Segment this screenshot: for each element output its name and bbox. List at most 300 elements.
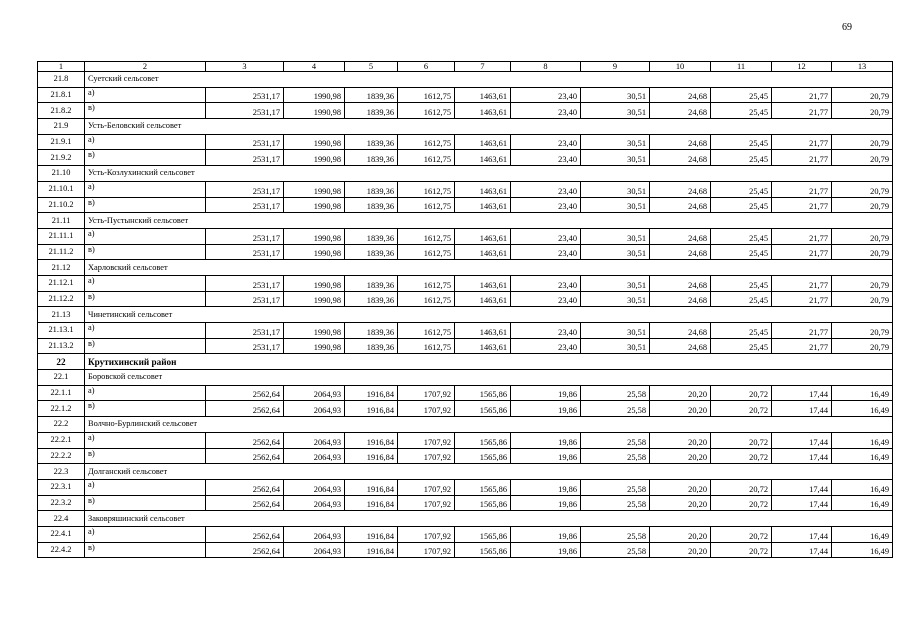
table-row — [38, 291, 893, 307]
value-cell: 1707,92 — [398, 526, 455, 542]
value-cell: 1463,61 — [455, 338, 511, 354]
value-cell: 23,40 — [511, 291, 581, 307]
row-code: 21.11.1 — [38, 228, 85, 244]
row-label: а) — [85, 323, 206, 339]
value-cell: 1839,36 — [345, 103, 398, 119]
value-cell: 1565,86 — [455, 448, 511, 464]
column-header: 3 — [206, 62, 284, 72]
value-cell: 24,68 — [650, 338, 711, 354]
row-label: в) — [85, 150, 206, 166]
column-header: 2 — [85, 62, 206, 72]
row-code: 21.11 — [38, 213, 85, 229]
table-row — [38, 181, 893, 197]
district-row — [38, 354, 893, 370]
column-header: 12 — [772, 62, 832, 72]
row-code: 21.9 — [38, 119, 85, 135]
value-cell: 25,58 — [581, 479, 650, 495]
value-cell: 19,86 — [511, 542, 581, 558]
value-cell: 24,68 — [650, 150, 711, 166]
row-code: 21.13.1 — [38, 323, 85, 339]
value-cell: 24,68 — [650, 134, 711, 150]
value-cell: 1612,75 — [398, 181, 455, 197]
value-cell: 17,44 — [772, 385, 832, 401]
value-cell: 1707,92 — [398, 432, 455, 448]
value-cell: 19,86 — [511, 448, 581, 464]
value-cell: 1990,98 — [284, 244, 345, 260]
value-cell: 21,77 — [772, 338, 832, 354]
column-header: 13 — [832, 62, 893, 72]
value-cell: 2064,93 — [284, 479, 345, 495]
value-cell: 24,68 — [650, 103, 711, 119]
value-cell: 25,45 — [711, 150, 772, 166]
row-code: 21.9.1 — [38, 134, 85, 150]
value-cell: 17,44 — [772, 526, 832, 542]
column-header: 9 — [581, 62, 650, 72]
value-cell: 24,68 — [650, 197, 711, 213]
table-row — [38, 542, 893, 558]
row-code: 21.8.1 — [38, 87, 85, 103]
value-cell: 1916,84 — [345, 385, 398, 401]
value-cell: 25,45 — [711, 228, 772, 244]
row-code: 21.12.2 — [38, 291, 85, 307]
value-cell: 1916,84 — [345, 401, 398, 417]
value-cell: 23,40 — [511, 103, 581, 119]
table-row — [38, 448, 893, 464]
value-cell: 20,79 — [832, 150, 893, 166]
row-code: 21.13.2 — [38, 338, 85, 354]
value-cell: 17,44 — [772, 448, 832, 464]
value-cell: 19,86 — [511, 385, 581, 401]
value-cell: 20,79 — [832, 87, 893, 103]
value-cell: 16,49 — [832, 448, 893, 464]
value-cell: 1916,84 — [345, 526, 398, 542]
table-row — [38, 432, 893, 448]
column-header: 8 — [511, 62, 581, 72]
value-cell: 1839,36 — [345, 197, 398, 213]
value-cell: 19,86 — [511, 479, 581, 495]
value-cell: 20,79 — [832, 103, 893, 119]
value-cell: 2531,17 — [206, 103, 284, 119]
value-cell: 20,79 — [832, 181, 893, 197]
value-cell: 20,79 — [832, 275, 893, 291]
row-code: 21.12.1 — [38, 275, 85, 291]
value-cell: 2064,93 — [284, 542, 345, 558]
value-cell: 21,77 — [772, 87, 832, 103]
section-name: Суетский сельсовет — [85, 72, 893, 88]
value-cell: 1463,61 — [455, 150, 511, 166]
value-cell: 21,77 — [772, 275, 832, 291]
value-cell: 25,58 — [581, 526, 650, 542]
value-cell: 30,51 — [581, 323, 650, 339]
value-cell: 1565,86 — [455, 495, 511, 511]
district-name: Крутихинский район — [85, 354, 893, 370]
value-cell: 1565,86 — [455, 479, 511, 495]
value-cell: 20,79 — [832, 338, 893, 354]
table-row — [38, 479, 893, 495]
value-cell: 2531,17 — [206, 275, 284, 291]
row-label: в) — [85, 542, 206, 558]
value-cell: 16,49 — [832, 542, 893, 558]
value-cell: 24,68 — [650, 181, 711, 197]
section-row — [38, 72, 893, 88]
value-cell: 17,44 — [772, 542, 832, 558]
value-cell: 1612,75 — [398, 291, 455, 307]
value-cell: 1839,36 — [345, 338, 398, 354]
row-code: 21.11.2 — [38, 244, 85, 260]
header-row — [38, 62, 893, 72]
value-cell: 20,79 — [832, 291, 893, 307]
value-cell: 1990,98 — [284, 228, 345, 244]
value-cell: 25,45 — [711, 134, 772, 150]
table-row — [38, 228, 893, 244]
row-label: в) — [85, 291, 206, 307]
value-cell: 1612,75 — [398, 323, 455, 339]
row-code: 21.9.2 — [38, 150, 85, 166]
row-label: в) — [85, 244, 206, 260]
value-cell: 25,45 — [711, 275, 772, 291]
table-row — [38, 244, 893, 260]
value-cell: 1839,36 — [345, 275, 398, 291]
section-row — [38, 417, 893, 433]
value-cell: 1839,36 — [345, 181, 398, 197]
value-cell: 20,72 — [711, 542, 772, 558]
value-cell: 2531,17 — [206, 244, 284, 260]
row-code: 22.1.1 — [38, 385, 85, 401]
value-cell: 17,44 — [772, 495, 832, 511]
value-cell: 23,40 — [511, 197, 581, 213]
value-cell: 1612,75 — [398, 275, 455, 291]
row-label: а) — [85, 275, 206, 291]
row-code: 22.3.1 — [38, 479, 85, 495]
row-label: в) — [85, 401, 206, 417]
value-cell: 20,72 — [711, 479, 772, 495]
table-row — [38, 495, 893, 511]
row-label: в) — [85, 338, 206, 354]
value-cell: 20,72 — [711, 401, 772, 417]
column-header: 7 — [455, 62, 511, 72]
table-row — [38, 134, 893, 150]
value-cell: 1839,36 — [345, 87, 398, 103]
row-code: 21.8.2 — [38, 103, 85, 119]
value-cell: 25,58 — [581, 385, 650, 401]
value-cell: 1990,98 — [284, 150, 345, 166]
value-cell: 17,44 — [772, 401, 832, 417]
value-cell: 1990,98 — [284, 134, 345, 150]
table-row — [38, 338, 893, 354]
value-cell: 20,79 — [832, 197, 893, 213]
value-cell: 30,51 — [581, 181, 650, 197]
value-cell: 16,49 — [832, 495, 893, 511]
value-cell: 23,40 — [511, 150, 581, 166]
row-code: 22.1.2 — [38, 401, 85, 417]
section-row — [38, 370, 893, 386]
row-code: 22.3.2 — [38, 495, 85, 511]
value-cell: 25,58 — [581, 401, 650, 417]
value-cell: 23,40 — [511, 228, 581, 244]
row-label: а) — [85, 228, 206, 244]
value-cell: 2531,17 — [206, 197, 284, 213]
value-cell: 23,40 — [511, 275, 581, 291]
value-cell: 1463,61 — [455, 323, 511, 339]
section-row — [38, 260, 893, 276]
value-cell: 1612,75 — [398, 87, 455, 103]
value-cell: 1565,86 — [455, 526, 511, 542]
table-row — [38, 103, 893, 119]
row-code: 22.3 — [38, 464, 85, 480]
value-cell: 30,51 — [581, 197, 650, 213]
value-cell: 2562,64 — [206, 542, 284, 558]
section-row — [38, 213, 893, 229]
section-row — [38, 166, 893, 182]
value-cell: 19,86 — [511, 432, 581, 448]
value-cell: 20,79 — [832, 323, 893, 339]
value-cell: 2064,93 — [284, 401, 345, 417]
value-cell: 1463,61 — [455, 291, 511, 307]
value-cell: 30,51 — [581, 228, 650, 244]
row-code: 21.12 — [38, 260, 85, 276]
value-cell: 23,40 — [511, 181, 581, 197]
row-label: в) — [85, 197, 206, 213]
section-name: Волчно-Бурлинский сельсовет — [85, 417, 893, 433]
value-cell: 2562,64 — [206, 448, 284, 464]
row-code: 22.1 — [38, 370, 85, 386]
value-cell: 21,77 — [772, 228, 832, 244]
value-cell: 25,58 — [581, 448, 650, 464]
value-cell: 30,51 — [581, 244, 650, 260]
row-label: а) — [85, 87, 206, 103]
row-code: 22.2.2 — [38, 448, 85, 464]
value-cell: 1707,92 — [398, 448, 455, 464]
value-cell: 23,40 — [511, 323, 581, 339]
value-cell: 16,49 — [832, 385, 893, 401]
row-code: 21.10.1 — [38, 181, 85, 197]
value-cell: 17,44 — [772, 432, 832, 448]
value-cell: 2531,17 — [206, 323, 284, 339]
value-cell: 1565,86 — [455, 542, 511, 558]
value-cell: 20,20 — [650, 448, 711, 464]
value-cell: 25,58 — [581, 495, 650, 511]
row-label: а) — [85, 385, 206, 401]
value-cell: 30,51 — [581, 291, 650, 307]
value-cell: 20,20 — [650, 432, 711, 448]
value-cell: 24,68 — [650, 228, 711, 244]
value-cell: 19,86 — [511, 526, 581, 542]
value-cell: 1463,61 — [455, 244, 511, 260]
row-code: 22.2.1 — [38, 432, 85, 448]
table-row — [38, 197, 893, 213]
section-name: Усть-Козлухинский сельсовет — [85, 166, 893, 182]
value-cell: 20,72 — [711, 385, 772, 401]
table-row — [38, 401, 893, 417]
table-row — [38, 150, 893, 166]
row-code: 21.8 — [38, 72, 85, 88]
value-cell: 2531,17 — [206, 150, 284, 166]
value-cell: 19,86 — [511, 401, 581, 417]
row-label: в) — [85, 448, 206, 464]
value-cell: 2531,17 — [206, 291, 284, 307]
value-cell: 2064,93 — [284, 495, 345, 511]
value-cell: 2562,64 — [206, 495, 284, 511]
row-code: 22.4.1 — [38, 526, 85, 542]
value-cell: 23,40 — [511, 87, 581, 103]
column-header: 1 — [38, 62, 85, 72]
value-cell: 1707,92 — [398, 542, 455, 558]
value-cell: 16,49 — [832, 479, 893, 495]
table-row — [38, 87, 893, 103]
value-cell: 30,51 — [581, 275, 650, 291]
table-row — [38, 526, 893, 542]
value-cell: 1839,36 — [345, 244, 398, 260]
table-row — [38, 323, 893, 339]
value-cell: 1612,75 — [398, 150, 455, 166]
row-label: а) — [85, 526, 206, 542]
value-cell: 1707,92 — [398, 401, 455, 417]
value-cell: 1463,61 — [455, 197, 511, 213]
value-cell: 20,72 — [711, 432, 772, 448]
value-cell: 1916,84 — [345, 448, 398, 464]
value-cell: 25,45 — [711, 197, 772, 213]
page-number: 69 — [842, 22, 852, 33]
value-cell: 17,44 — [772, 479, 832, 495]
value-cell: 1990,98 — [284, 275, 345, 291]
section-name: Боровской сельсовет — [85, 370, 893, 386]
value-cell: 30,51 — [581, 103, 650, 119]
section-row — [38, 511, 893, 527]
value-cell: 25,45 — [711, 323, 772, 339]
value-cell: 23,40 — [511, 338, 581, 354]
section-row — [38, 119, 893, 135]
value-cell: 1707,92 — [398, 495, 455, 511]
column-header: 10 — [650, 62, 711, 72]
value-cell: 1916,84 — [345, 479, 398, 495]
value-cell: 1990,98 — [284, 291, 345, 307]
value-cell: 1990,98 — [284, 323, 345, 339]
value-cell: 1463,61 — [455, 103, 511, 119]
value-cell: 1916,84 — [345, 432, 398, 448]
value-cell: 1839,36 — [345, 150, 398, 166]
table-row — [38, 385, 893, 401]
value-cell: 1463,61 — [455, 275, 511, 291]
column-header: 11 — [711, 62, 772, 72]
section-name: Усть-Беловский сельсовет — [85, 119, 893, 135]
section-name: Долганский сельсовет — [85, 464, 893, 480]
value-cell: 20,72 — [711, 526, 772, 542]
value-cell: 2562,64 — [206, 432, 284, 448]
value-cell: 1990,98 — [284, 181, 345, 197]
value-cell: 2064,93 — [284, 448, 345, 464]
value-cell: 25,45 — [711, 181, 772, 197]
value-cell: 1707,92 — [398, 479, 455, 495]
value-cell: 16,49 — [832, 432, 893, 448]
value-cell: 25,45 — [711, 244, 772, 260]
value-cell: 1612,75 — [398, 244, 455, 260]
value-cell: 2562,64 — [206, 401, 284, 417]
value-cell: 20,79 — [832, 244, 893, 260]
row-label: в) — [85, 495, 206, 511]
value-cell: 19,86 — [511, 495, 581, 511]
value-cell: 1612,75 — [398, 134, 455, 150]
row-code: 21.10 — [38, 166, 85, 182]
value-cell: 25,45 — [711, 103, 772, 119]
value-cell: 20,20 — [650, 385, 711, 401]
tariff-table — [37, 61, 893, 558]
value-cell: 25,45 — [711, 291, 772, 307]
value-cell: 2531,17 — [206, 87, 284, 103]
value-cell: 1463,61 — [455, 181, 511, 197]
value-cell: 2064,93 — [284, 385, 345, 401]
value-cell: 1839,36 — [345, 134, 398, 150]
row-label: в) — [85, 103, 206, 119]
value-cell: 1916,84 — [345, 495, 398, 511]
value-cell: 1990,98 — [284, 197, 345, 213]
value-cell: 20,72 — [711, 448, 772, 464]
value-cell: 25,58 — [581, 432, 650, 448]
value-cell: 1990,98 — [284, 338, 345, 354]
value-cell: 30,51 — [581, 134, 650, 150]
value-cell: 1916,84 — [345, 542, 398, 558]
value-cell: 2531,17 — [206, 338, 284, 354]
value-cell: 1612,75 — [398, 228, 455, 244]
value-cell: 24,68 — [650, 275, 711, 291]
value-cell: 21,77 — [772, 150, 832, 166]
value-cell: 20,79 — [832, 228, 893, 244]
value-cell: 2064,93 — [284, 432, 345, 448]
row-code: 22.4 — [38, 511, 85, 527]
value-cell: 25,45 — [711, 338, 772, 354]
value-cell: 1707,92 — [398, 385, 455, 401]
value-cell: 20,20 — [650, 542, 711, 558]
value-cell: 24,68 — [650, 87, 711, 103]
value-cell: 1612,75 — [398, 338, 455, 354]
value-cell: 30,51 — [581, 150, 650, 166]
value-cell: 1990,98 — [284, 103, 345, 119]
value-cell: 21,77 — [772, 134, 832, 150]
section-row — [38, 464, 893, 480]
section-name: Заковряшинский сельсовет — [85, 511, 893, 527]
value-cell: 21,77 — [772, 244, 832, 260]
value-cell: 1463,61 — [455, 228, 511, 244]
value-cell: 1565,86 — [455, 385, 511, 401]
value-cell: 1565,86 — [455, 432, 511, 448]
value-cell: 1463,61 — [455, 87, 511, 103]
value-cell: 2562,64 — [206, 479, 284, 495]
value-cell: 24,68 — [650, 244, 711, 260]
table-row — [38, 275, 893, 291]
value-cell: 20,20 — [650, 401, 711, 417]
section-name: Харловский сельсовет — [85, 260, 893, 276]
value-cell: 1612,75 — [398, 197, 455, 213]
column-header: 4 — [284, 62, 345, 72]
value-cell: 24,68 — [650, 323, 711, 339]
value-cell: 21,77 — [772, 181, 832, 197]
row-label: а) — [85, 181, 206, 197]
value-cell: 21,77 — [772, 291, 832, 307]
value-cell: 20,20 — [650, 495, 711, 511]
value-cell: 1839,36 — [345, 291, 398, 307]
value-cell: 2562,64 — [206, 385, 284, 401]
value-cell: 1839,36 — [345, 323, 398, 339]
row-code: 22.4.2 — [38, 542, 85, 558]
section-name: Усть-Пустынский сельсовет — [85, 213, 893, 229]
value-cell: 23,40 — [511, 244, 581, 260]
row-code: 21.13 — [38, 307, 85, 323]
column-header: 6 — [398, 62, 455, 72]
value-cell: 21,77 — [772, 197, 832, 213]
value-cell: 25,58 — [581, 542, 650, 558]
value-cell: 16,49 — [832, 526, 893, 542]
row-code: 21.10.2 — [38, 197, 85, 213]
value-cell: 20,20 — [650, 479, 711, 495]
